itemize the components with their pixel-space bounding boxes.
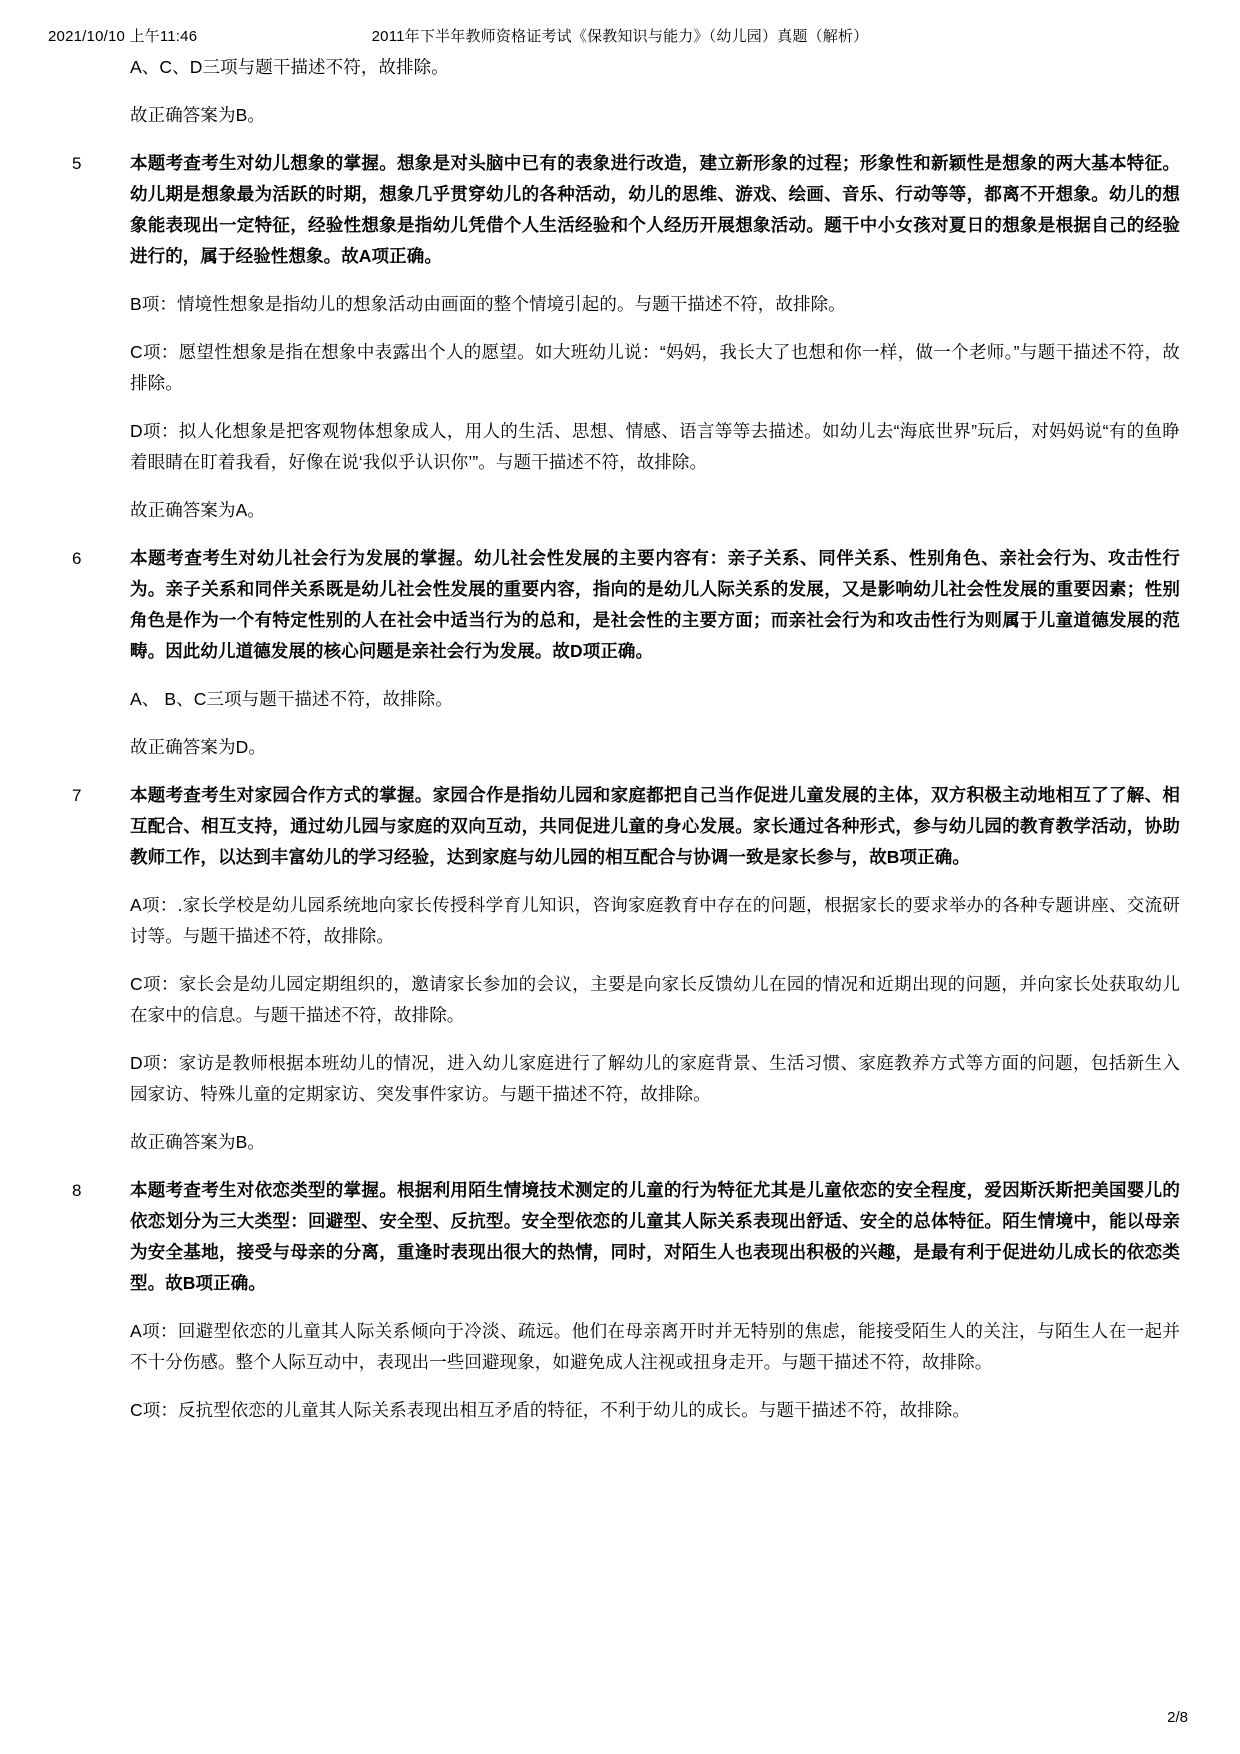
content-block-q8-stem	[0, 1175, 1240, 1299]
option-explanation: C项：家长会是幼儿园定期组织的，邀请家长参加的会议，主要是向家长反馈幼儿在园的情况和近期出现的问题，并向家长处获取幼儿在家中的信息。与题干描述不符，故排除。	[130, 974, 1180, 1025]
page-number: 2/8	[1167, 1709, 1188, 1726]
content-block-q7-option-d	[0, 1048, 1240, 1110]
question-explanation: 本题考查考生对依恋类型的掌握。根据利用陌生情境技术测定的儿童的行为特征尤其是儿童依恋的安全程度，爱因斯沃斯把美国婴儿的依恋划分为三大类型：回避型、安全型、反抗型。安全型依恋的儿童其人际关系表现出舒适、安全的总体特征。陌生情境中，能以母亲为安全基地，接受与母亲的分离，重逢时表现出很大的热情，同时，对陌生人也表现出积极的兴趣，是最有利于促进幼儿成长的依恋类型。故B项正确。	[130, 1180, 1180, 1293]
question-number: 6	[72, 549, 82, 568]
header-timestamp: 2021/10/10 上午11:46	[48, 28, 198, 45]
option-explanation: 故正确答案为A。	[130, 500, 265, 520]
content-block-q4-answer	[0, 100, 1240, 131]
option-explanation: A项：回避型依恋的儿童其人际关系倾向于冷淡、疏远。他们在母亲离开时并无特别的焦虑，能接受陌生人的关注，与陌生人在一起并不十分伤感。整个人际互动中，表现出一些回避现象，如避免成人注视或扭身走开。与题干描述不符，故排除。	[130, 1321, 1180, 1372]
option-explanation: 故正确答案为B。	[130, 105, 265, 125]
content-block-q4-eliminate	[0, 52, 1240, 83]
option-explanation: A项：.家长学校是幼儿园系统地向家长传授科学育儿知识，咨询家庭教育中存在的问题，根据家长的要求举办的各种专题讲座、交流研讨等。与题干描述不符，故排除。	[130, 895, 1180, 946]
option-explanation: C项：愿望性想象是指在想象中表露出个人的愿望。如大班幼儿说：“妈妈，我长大了也想和你一样，做一个老师。”与题干描述不符，故排除。	[130, 342, 1180, 393]
content-block-q5-answer	[0, 495, 1240, 526]
content-block-q8-option-a	[0, 1316, 1240, 1378]
content-block-q6-answer	[0, 732, 1240, 763]
option-explanation: 故正确答案为B。	[130, 1132, 265, 1152]
question-explanation: 本题考查考生对家园合作方式的掌握。家园合作是指幼儿园和家庭都把自己当作促进儿童发展的主体，双方积极主动地相互了了解、相互配合、相互支持，通过幼儿园与家庭的双向互动，共同促进儿童的身心发展。家长通过各种形式，参与幼儿园的教育教学活动，协助教师工作，以达到丰富幼儿的学习经验，达到家庭与幼儿园的相互配合与协调一致是家长参与，故B项正确。	[130, 785, 1180, 867]
content-block-q8-option-c	[0, 1395, 1240, 1426]
option-explanation: C项：反抗型依恋的儿童其人际关系表现出相互矛盾的特征，不利于幼儿的成长。与题干描述不符，故排除。	[130, 1400, 970, 1420]
option-explanation: A、 B、C三项与题干描述不符，故排除。	[130, 689, 453, 709]
content-block-q7-stem	[0, 780, 1240, 873]
content-block-q5-option-b	[0, 289, 1240, 320]
content-block-q7-option-c	[0, 969, 1240, 1031]
content-block-q6-stem	[0, 543, 1240, 667]
option-explanation: D项：家访是教师根据本班幼儿的情况，进入幼儿家庭进行了解幼儿的家庭背景、生活习惯、家庭教养方式等方面的问题，包括新生入园家访、特殊儿童的定期家访、突发事件家访。与题干描述不符，故排除。	[130, 1053, 1180, 1104]
header-document-title: 2011年下半年教师资格证考试《保教知识与能力》（幼儿园）真题（解析）	[371, 28, 869, 45]
option-explanation: B项：情境性想象是指幼儿的想象活动由画面的整个情境引起的。与题干描述不符，故排除。	[130, 294, 846, 314]
content-block-q7-option-a	[0, 890, 1240, 952]
page-header	[0, 26, 1240, 48]
question-explanation: 本题考查考生对幼儿社会行为发展的掌握。幼儿社会性发展的主要内容有：亲子关系、同伴关系、性别角色、亲社会行为、攻击性行为。亲子关系和同伴关系既是幼儿社会性发展的重要内容，指向的是幼儿人际关系的发展，又是影响幼儿社会性发展的重要因素；性别角色是作为一个有特定性别的人在社会中适当行为的总和，是社会性的主要方面；而亲社会行为和攻击性行为则属于儿童道德发展的范畴。因此幼儿道德发展的核心问题是亲社会行为发展。故D项正确。	[130, 548, 1180, 661]
content-block-q6-eliminate	[0, 684, 1240, 715]
option-explanation: D项：拟人化想象是把客观物体想象成人，用人的生活、思想、情感、语言等等去描述。如幼儿去“海底世界”玩后，对妈妈说“有的鱼睁着眼睛在盯着我看，好像在说‘我似乎认识你’”。与题干描述不符，故排除。	[130, 421, 1180, 472]
content-block-q5-stem	[0, 148, 1240, 272]
content-block-q5-option-c	[0, 337, 1240, 399]
content-block-q5-option-d	[0, 416, 1240, 478]
question-explanation: 本题考查考生对幼儿想象的掌握。想象是对头脑中已有的表象进行改造，建立新形象的过程；形象性和新颖性是想象的两大基本特征。幼儿期是想象最为活跃的时期，想象几乎贯穿幼儿的各种活动，幼儿的思维、游戏、绘画、音乐、行动等等，都离不开想象。幼儿的想象能表现出一定特征，经验性想象是指幼儿凭借个人生活经验和个人经历开展想象活动。题干中小女孩对夏日的想象是根据自己的经验进行的，属于经验性想象。故A项正确。	[130, 153, 1180, 266]
question-number: 7	[72, 786, 82, 805]
question-number: 5	[72, 154, 82, 173]
document-body	[0, 52, 1240, 1426]
content-block-q7-answer	[0, 1127, 1240, 1158]
option-explanation: 故正确答案为D。	[130, 737, 266, 757]
question-number: 8	[72, 1181, 82, 1200]
option-explanation: A、C、D三项与题干描述不符，故排除。	[130, 57, 449, 77]
